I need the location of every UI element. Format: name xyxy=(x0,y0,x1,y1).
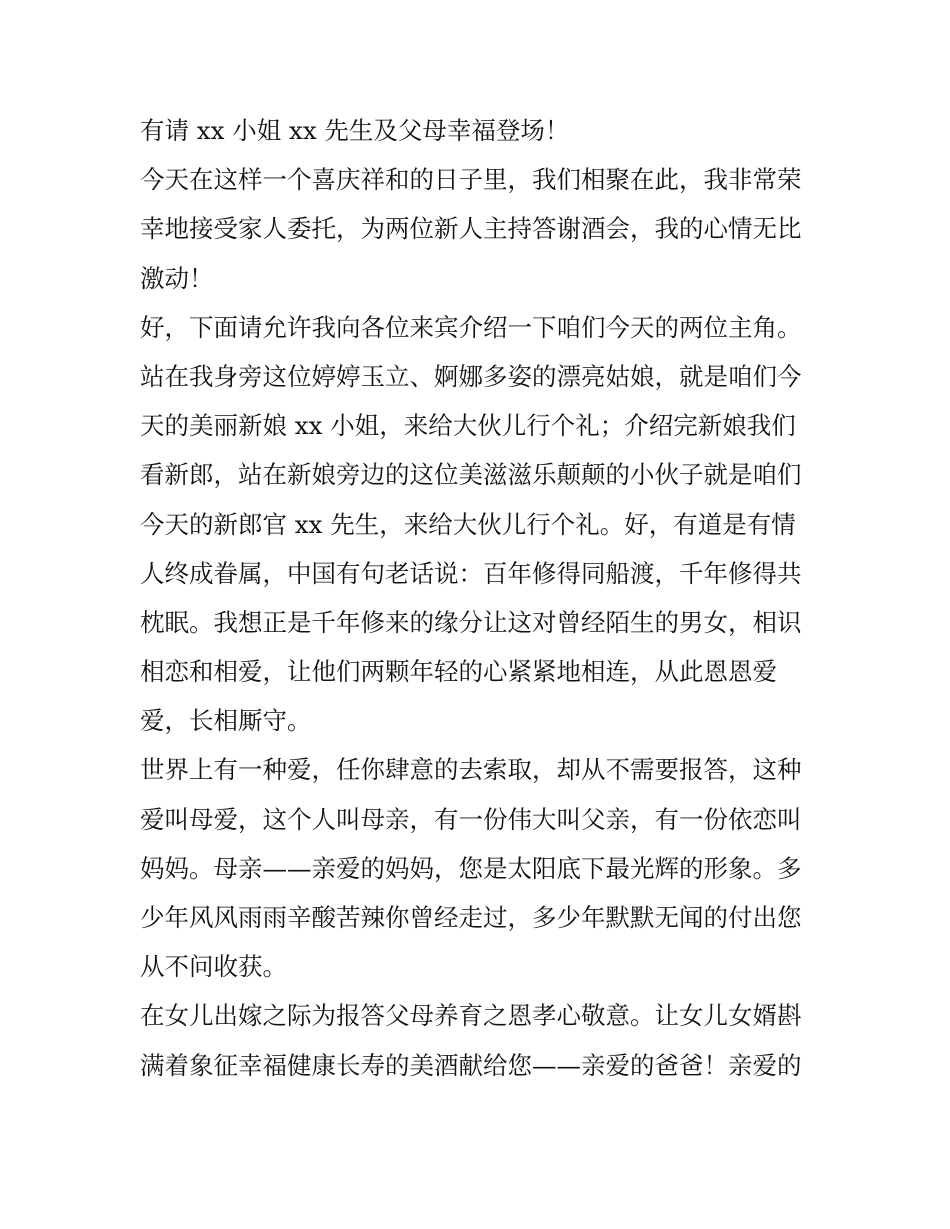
text-line: 激动！ xyxy=(140,263,214,293)
text-line: 爱，长相厮守。 xyxy=(140,706,312,736)
text-line: 有请 xx 小姐 xx 先生及父母幸福登场！ xyxy=(140,116,570,145)
text-line: 今天的新郎官 xx 先生，来给大伙儿行个礼。好，有道是有情 xyxy=(140,509,796,539)
document-body xyxy=(140,106,820,1090)
text-line: 妈妈。母亲——亲爱的妈妈，您是太阳底下最光辉的形象。多 xyxy=(140,853,802,883)
text-line: 少年风风雨雨辛酸苦辣你曾经走过，多少年默默无闻的付出您 xyxy=(140,903,802,932)
text-line: 相恋和相爱，让他们两颗年轻的心紧紧地相连，从此恩恩爱 xyxy=(140,657,777,687)
text-line: 在女儿出嫁之际为报答父母养育之恩孝心敬意。让女儿女婿斟 xyxy=(140,1001,802,1031)
text-line: 人终成眷属，中国有句老话说：百年修得同船渡，千年修得共 xyxy=(140,558,802,588)
text-line: 从不问收获。 xyxy=(140,952,287,982)
text-line: 好，下面请允许我向各位来宾介绍一下咱们今天的两位主角。 xyxy=(140,312,802,342)
text-line: 站在我身旁这位婷婷玉立、婀娜多姿的漂亮姑娘，就是咱们今 xyxy=(140,361,802,391)
text-line: 枕眠。我想正是千年修来的缘分让这对曾经陌生的男女，相识 xyxy=(140,607,802,637)
text-line: 天的美丽新娘 xx 小姐，来给大伙儿行个礼；介绍完新娘我们 xyxy=(140,411,796,441)
text-line: 世界上有一种爱，任你肆意的去索取，却从不需要报答，这种 xyxy=(140,755,802,785)
text-line: 幸地接受家人委托，为两位新人主持答谢酒会，我的心情无比 xyxy=(140,214,802,244)
text-line: 看新郎，站在新娘旁边的这位美滋滋乐颠颠的小伙子就是咱们 xyxy=(140,460,802,490)
text-line: 满着象征幸福健康长寿的美酒献给您——亲爱的爸爸！亲爱的 xyxy=(140,1050,802,1080)
text-line: 爱叫母爱，这个人叫母亲，有一份伟大叫父亲，有一份依恋叫 xyxy=(140,804,802,834)
text-line: 今天在这样一个喜庆祥和的日子里，我们相聚在此，我非常荣 xyxy=(140,165,802,195)
